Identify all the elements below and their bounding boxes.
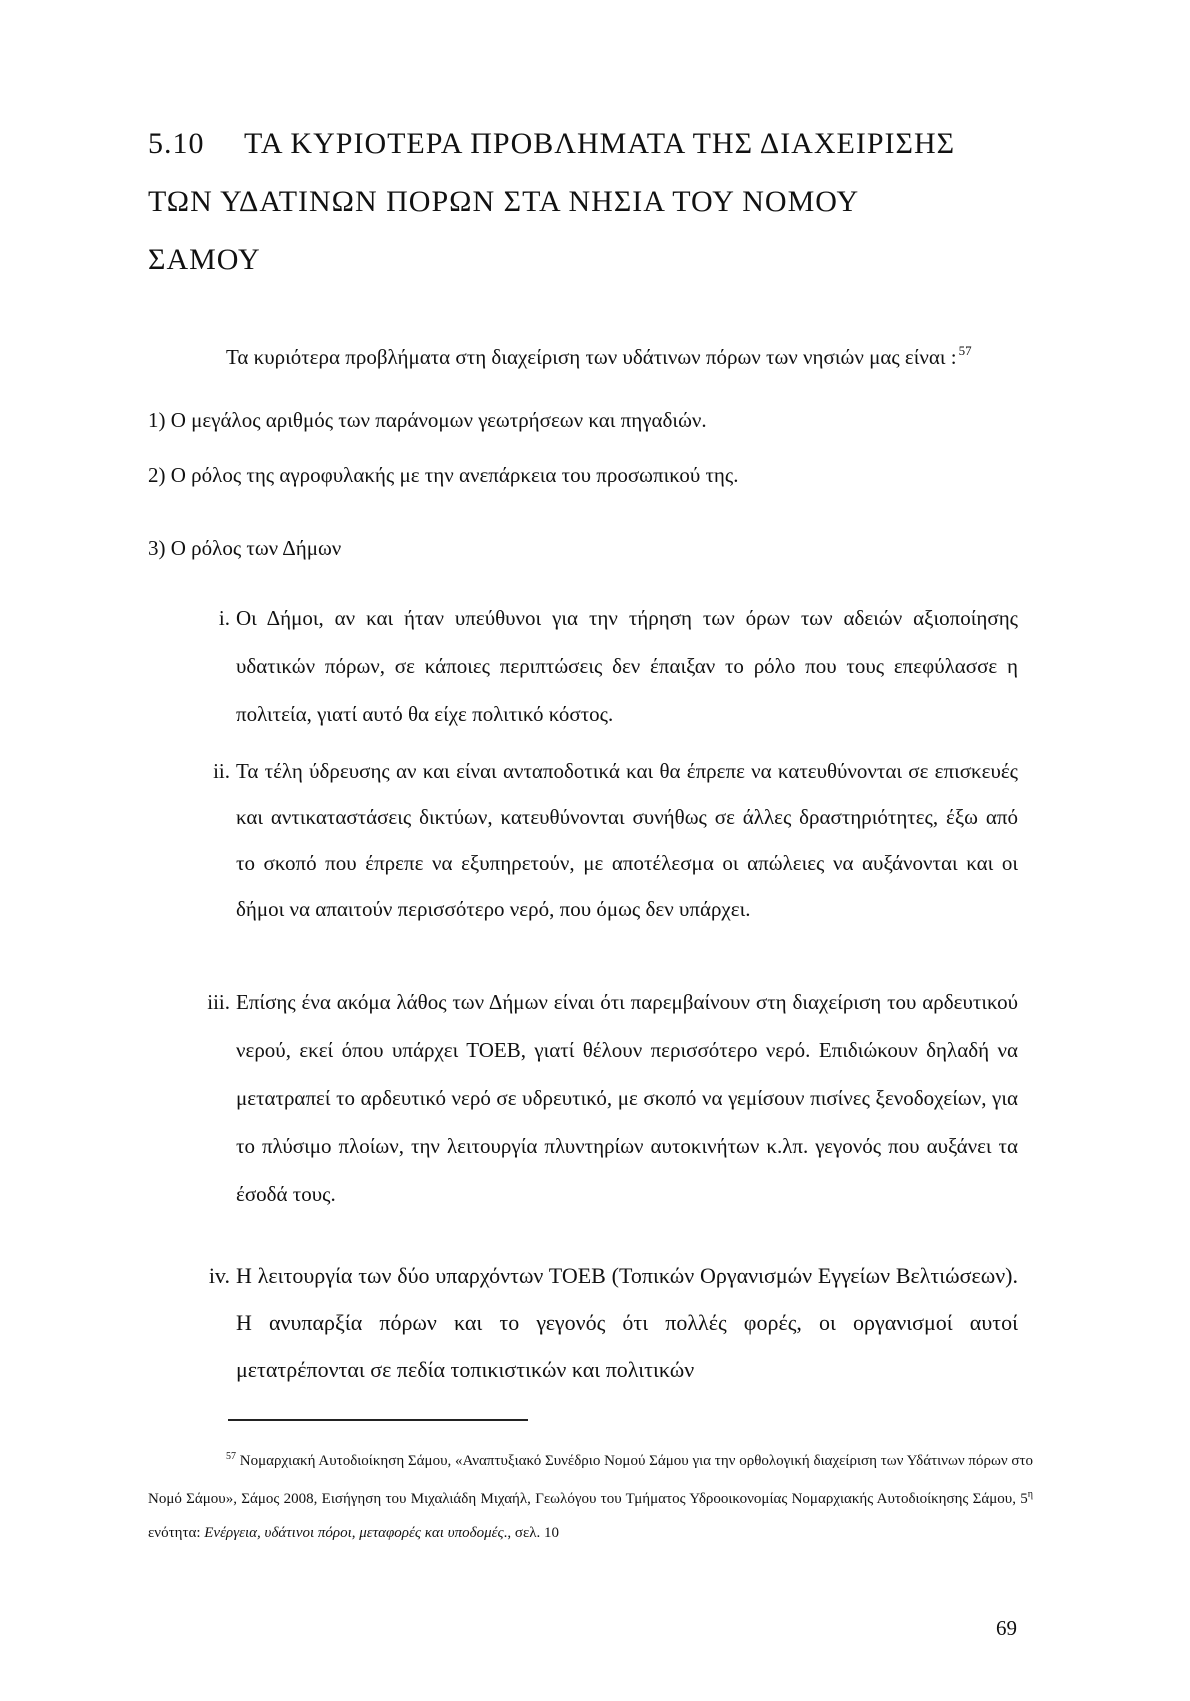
list-item-3: 3) Ο ρόλος των Δήμων [148, 536, 342, 560]
footnote-text-c: ., σελ. 10 [503, 1525, 560, 1541]
footnote-text-a: Νομαρχιακή Αυτοδιοίκηση Σάμου, «Αναπτυξιακό Συνέδριο Νομού Σάμου για την ορθολογική διαχείριση των Υδάτινων πόρων στο Νομό Σάμου», Σάμος 2008, Εισήγηση του Μιχαλιάδη Μιχαήλ, Γεωλόγου του Τμήματος Υδροοικονομίας Νομαρχιακής Αυτοδιοίκησης Σάμου, 5 [148, 1453, 1033, 1507]
subitem-i [186, 594, 1018, 738]
heading-line-1-text: ΤΑ ΚΥΡΙΟΤΕΡΑ ΠΡΟΒΛΗΜΑΤΑ ΤΗΣ ΔΙΑΧΕΙΡΙΣΗΣ [244, 127, 956, 160]
subitem-text: Οι Δήμοι, αν και ήταν υπεύθυνοι για την τήρηση των όρων των αδειών αξιοποίησης υδατικών πόρων, σε κάποιες περιπτώσεις δεν έπαιξαν το ρόλο που τους επεφύλασσε η πολιτεία, γιατί αυτό θα είχε πολιτικό κόστος. [236, 606, 1018, 726]
subitem-iv [186, 1252, 1018, 1393]
subitem-text: Τα τέλη ύδρευσης αν και είναι ανταποδοτικά και θα έπρεπε να κατευθύνονται σε επισκευές και αντικαταστάσεις δικτύων, κατευθύνονται συνήθως σε άλλες δραστηριότητες, έξω από το σκοπό που έπρεπε να εξυπηρετούν, με αποτέλεσμα οι απώλειες να αυξάνονται και οι δήμοι να απαιτούν περισσότερο νερό, που όμως δεν υπάρχει. [236, 759, 1018, 921]
section-heading [148, 115, 1018, 289]
intro-text: Τα κυριότερα προβλήματα στη διαχείριση των υδάτινων πόρων των νησιών μας είναι : [226, 345, 957, 369]
subitem-text: Η λειτουργία των δύο υπαρχόντων ΤΟΕΒ (Τοπικών Οργανισμών Εγγείων Βελτιώσεων). Η ανυπαρξία πόρων και το γεγονός ότι πολλές φορές, οι οργανισμοί αυτοί μετατρέπονται σε πεδία τοπικιστικών και πολιτικών [236, 1263, 1018, 1382]
footnote-separator [228, 1419, 528, 1421]
subitem-marker: ii. [213, 759, 230, 783]
page-number: 69 [996, 1616, 1017, 1640]
subitem-marker: iv. [208, 1263, 230, 1288]
section-number: 5.10 [148, 127, 205, 160]
subitem-text: Επίσης ένα ακόμα λάθος των Δήμων είναι ότι παρεμβαίνουν στη διαχείριση του αρδευτικού νερού, εκεί όπου υπάρχει ΤΟΕΒ, γιατί θέλουν περισσότερο νερό. Επιδιώκουν δηλαδή να μετατραπεί το αρδευτικό νερό σε υδρευτικό, με σκοπό να γεμίσουν πισίνες ξενοδοχείων, για το πλύσιμο πλοίων, την λειτουργία πλυντηρίων αυτοκινήτων κ.λπ. γεγονός που αυξάνει τα έσοδά τους. [236, 990, 1018, 1206]
heading-line-1 [148, 115, 1018, 173]
footnote [148, 1440, 1033, 1550]
subitem-marker: i. [218, 606, 230, 630]
list-item-2: 2) Ο ρόλος της αγροφυλακής με την ανεπάρκεια του προσωπικού της. [148, 463, 739, 487]
subitem-iii [186, 978, 1018, 1218]
heading-line-3: ΣΑΜΟΥ [148, 243, 261, 276]
heading-line-2: ΤΩΝ ΥΔΑΤΙΝΩΝ ΠΟΡΩΝ ΣΤΑ ΝΗΣΙΑ ΤΟΥ ΝΟΜΟΥ [148, 185, 860, 218]
subitem-marker: iii. [207, 990, 230, 1014]
footnote-superscript: η [1027, 1489, 1033, 1500]
footnote-reference: 57 [958, 343, 972, 358]
subitem-ii [186, 748, 1018, 932]
list-item-1: 1) Ο μεγάλος αριθμός των παράνομων γεωτρήσεων και πηγαδιών. [148, 408, 707, 432]
intro-paragraph [148, 330, 1018, 378]
footnote-number: 57 [226, 1451, 236, 1462]
footnote-italic-title: Ενέργεια, υδάτινοι πόροι, μεταφορές και υποδομές [204, 1525, 504, 1541]
footnote-text-b: ενότητα: [148, 1525, 205, 1541]
